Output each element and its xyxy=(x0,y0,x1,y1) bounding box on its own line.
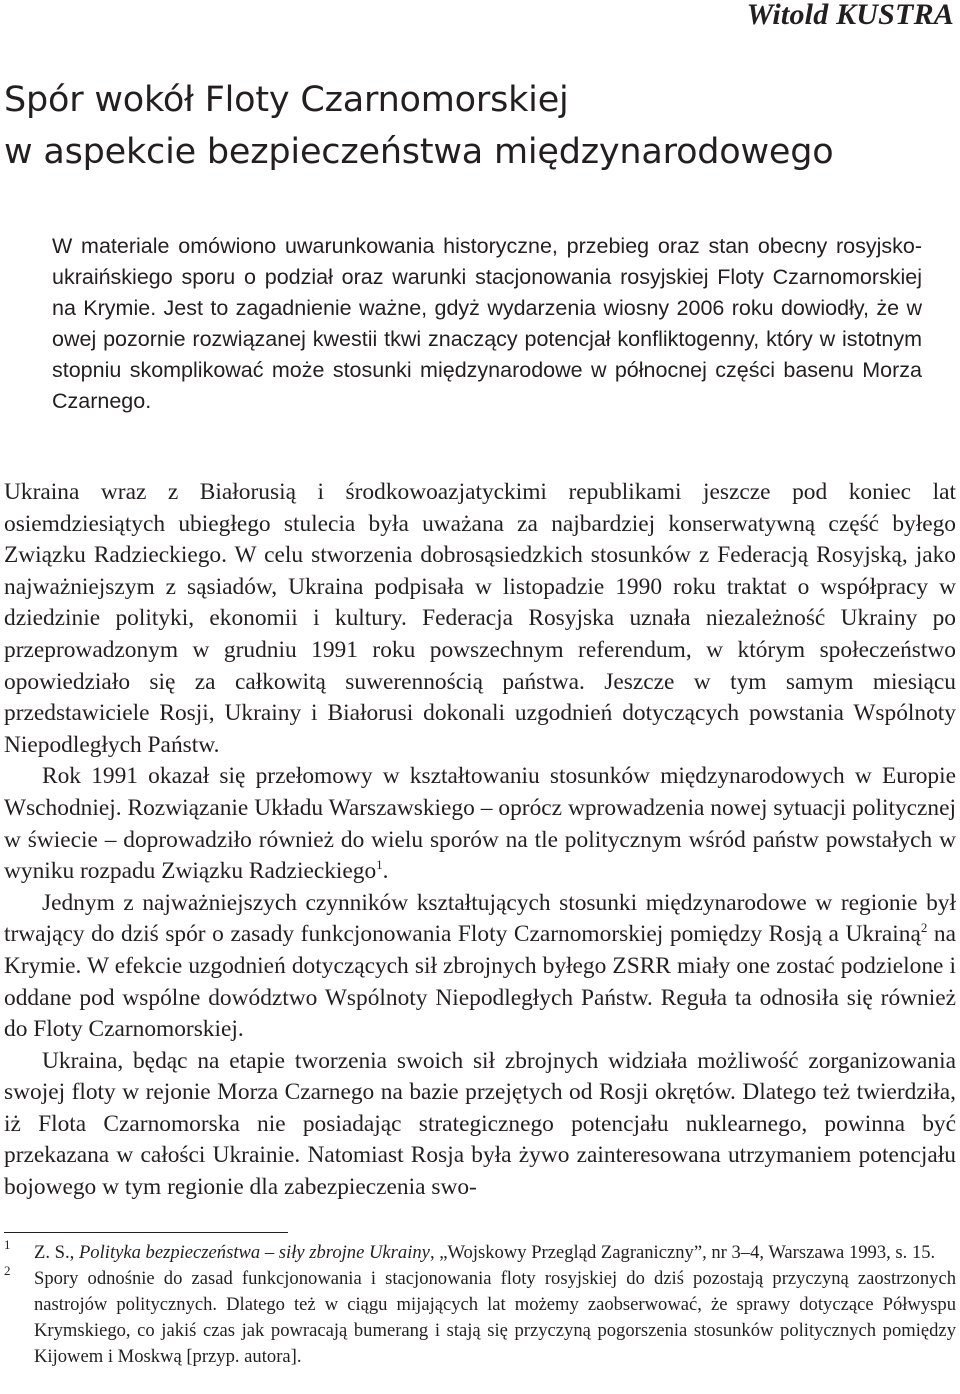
body-paragraph-4: Ukraina, będąc na etapie tworzenia swoich sił zbrojnych widziała możliwość zorganizowania swojej floty w rejonie Morza Czarnego na bazie przejętych od Rosji okrętów. Dlatego też twierdziła, iż Flota Czarnomorska nie posiadając strategicznego potencjału nuklearnego, powinna być przekazana w całości Ukrainie. Natomiast Rosja była żywo zainteresowana utrzymaniem potencjału bojowego w tym regionie dla zabezpieczenia swo- xyxy=(4,1047,956,1201)
abstract: W materiale omówiono uwarunkowania historyczne, przebieg oraz stan obecny rosyjsko-ukraińskiego sporu o podział oraz warunki stacjonowania rosyjskiej Floty Czarnomorskiej na Krymie. Jest to zagadnienie ważne, gdyż wydarzenia wiosny 2006 roku dowiodły, że w owej pozornie rozwiązanej kwestii tkwi znaczący potencjał konfliktogenny, który w istotnym stopniu skomplikować może stosunki międzynarodowe w północnej części basenu Morza Czarnego. xyxy=(52,234,922,413)
footnote-ref-2[interactable]: 2 xyxy=(920,920,928,936)
body-paragraph-2-end: . xyxy=(382,858,389,885)
article-title xyxy=(4,74,956,178)
article-body xyxy=(4,477,956,1204)
footnote-1-rest: , „Wojskowy Przegląd Zagraniczny”, nr 3–4, Warszawa 1993, s. 15. xyxy=(429,1242,936,1263)
footnote-2-text: Spory odnośnie do zasad funkcjonowania i stacjonowania floty rosyjskiej do dziś pozostają przyczyną zaostrzonych nastrojów politycznych. Dlatego też w ciągu mijających lat możemy zaobserwować, że sprawy dotyczące Półwyspu Krymskiego, co jakiś czas jak powracają bumerang i stają się przyczyną pogorszenia stosunków politycznych pomiędzy Kijowem i Moskwą [przyp. autora]. xyxy=(34,1268,956,1367)
footnote-number: 1 xyxy=(4,1237,11,1252)
body-paragraph-3-text-b: na Krymie. W efekcie uzgodnień dotyczących sił zbrojnych byłego ZSRR miały one zostać podzielone i oddane pod wspólne dowództwo Wspólnoty Niepodległych Państw. Reguła ta odnosiła się również do Floty Czarnomorskiej. xyxy=(4,921,956,1043)
title-line-1: Spór wokół Floty Czarnomorskiej xyxy=(4,80,569,120)
body-paragraph-2 xyxy=(4,761,956,887)
footnotes xyxy=(4,1237,956,1370)
body-paragraph-2-text: Rok 1991 okazał się przełomowy w kształtowaniu stosunków międzynarodowych w Europie Wschodniej. Rozwiązanie Układu Warszawskiego – oprócz wprowadzenia nowej sytuacji politycznej w świecie – doprowadziło również do wielu sporów na tle politycznym wśród państw powstałych w wyniku rozpadu Związku Radzieckiego xyxy=(4,763,956,885)
footnote-1-title: Polityka bezpieczeństwa – siły zbrojne Ukrainy xyxy=(78,1242,430,1263)
body-paragraph-1: Ukraina wraz z Białorusią i środkowoazjatyckimi republikami jeszcze pod koniec lat osiemdziesiątych ubiegłego stulecia była uważana za najbardziej konserwatywną część byłego Związku Radzieckiego. W celu stworzenia dobrosąsiedzkich stosunków z Federacją Rosyjską, jako najważniejszym z sąsiadów, Ukraina podpisała w listopadzie 1990 roku traktat o współpracy w dziedzinie polityki, ekonomii i kultury. Federacja Rosyjska uznała niezależność Ukrainy po przeprowadzonym w grudniu 1991 roku powszechnym referendum, w którym społeczeństwo opowiedziało się za całkowitą suwerennością państwa. Jeszcze w tym samym miesiącu przedstawiciele Rosji, Ukrainy i Białorusi dokonali uzgodnień dotyczących powstania Wspólnoty Niepodległych Państw. xyxy=(4,479,956,758)
title-line-2: w aspekcie bezpieczeństwa międzynarodowego xyxy=(4,132,834,172)
footnote-separator xyxy=(4,1232,288,1233)
footnote-1-prefix: Z. S., xyxy=(34,1242,79,1263)
footnote-2 xyxy=(4,1263,956,1370)
footnote-1 xyxy=(4,1237,956,1266)
author-name: Witold KUSTRA xyxy=(746,0,954,31)
footnote-ref-1[interactable]: 1 xyxy=(376,857,383,873)
body-paragraph-3 xyxy=(4,888,956,1046)
footnote-number: 2 xyxy=(4,1263,11,1278)
body-paragraph-3-text-a: Jednym z najważniejszych czynników kształtujących stosunki międzynarodowe w regionie był trwający do dziś spór o zasady funkcjonowania Floty Czarnomorskiej pomiędzy Rosją a Ukrainą xyxy=(4,889,956,948)
